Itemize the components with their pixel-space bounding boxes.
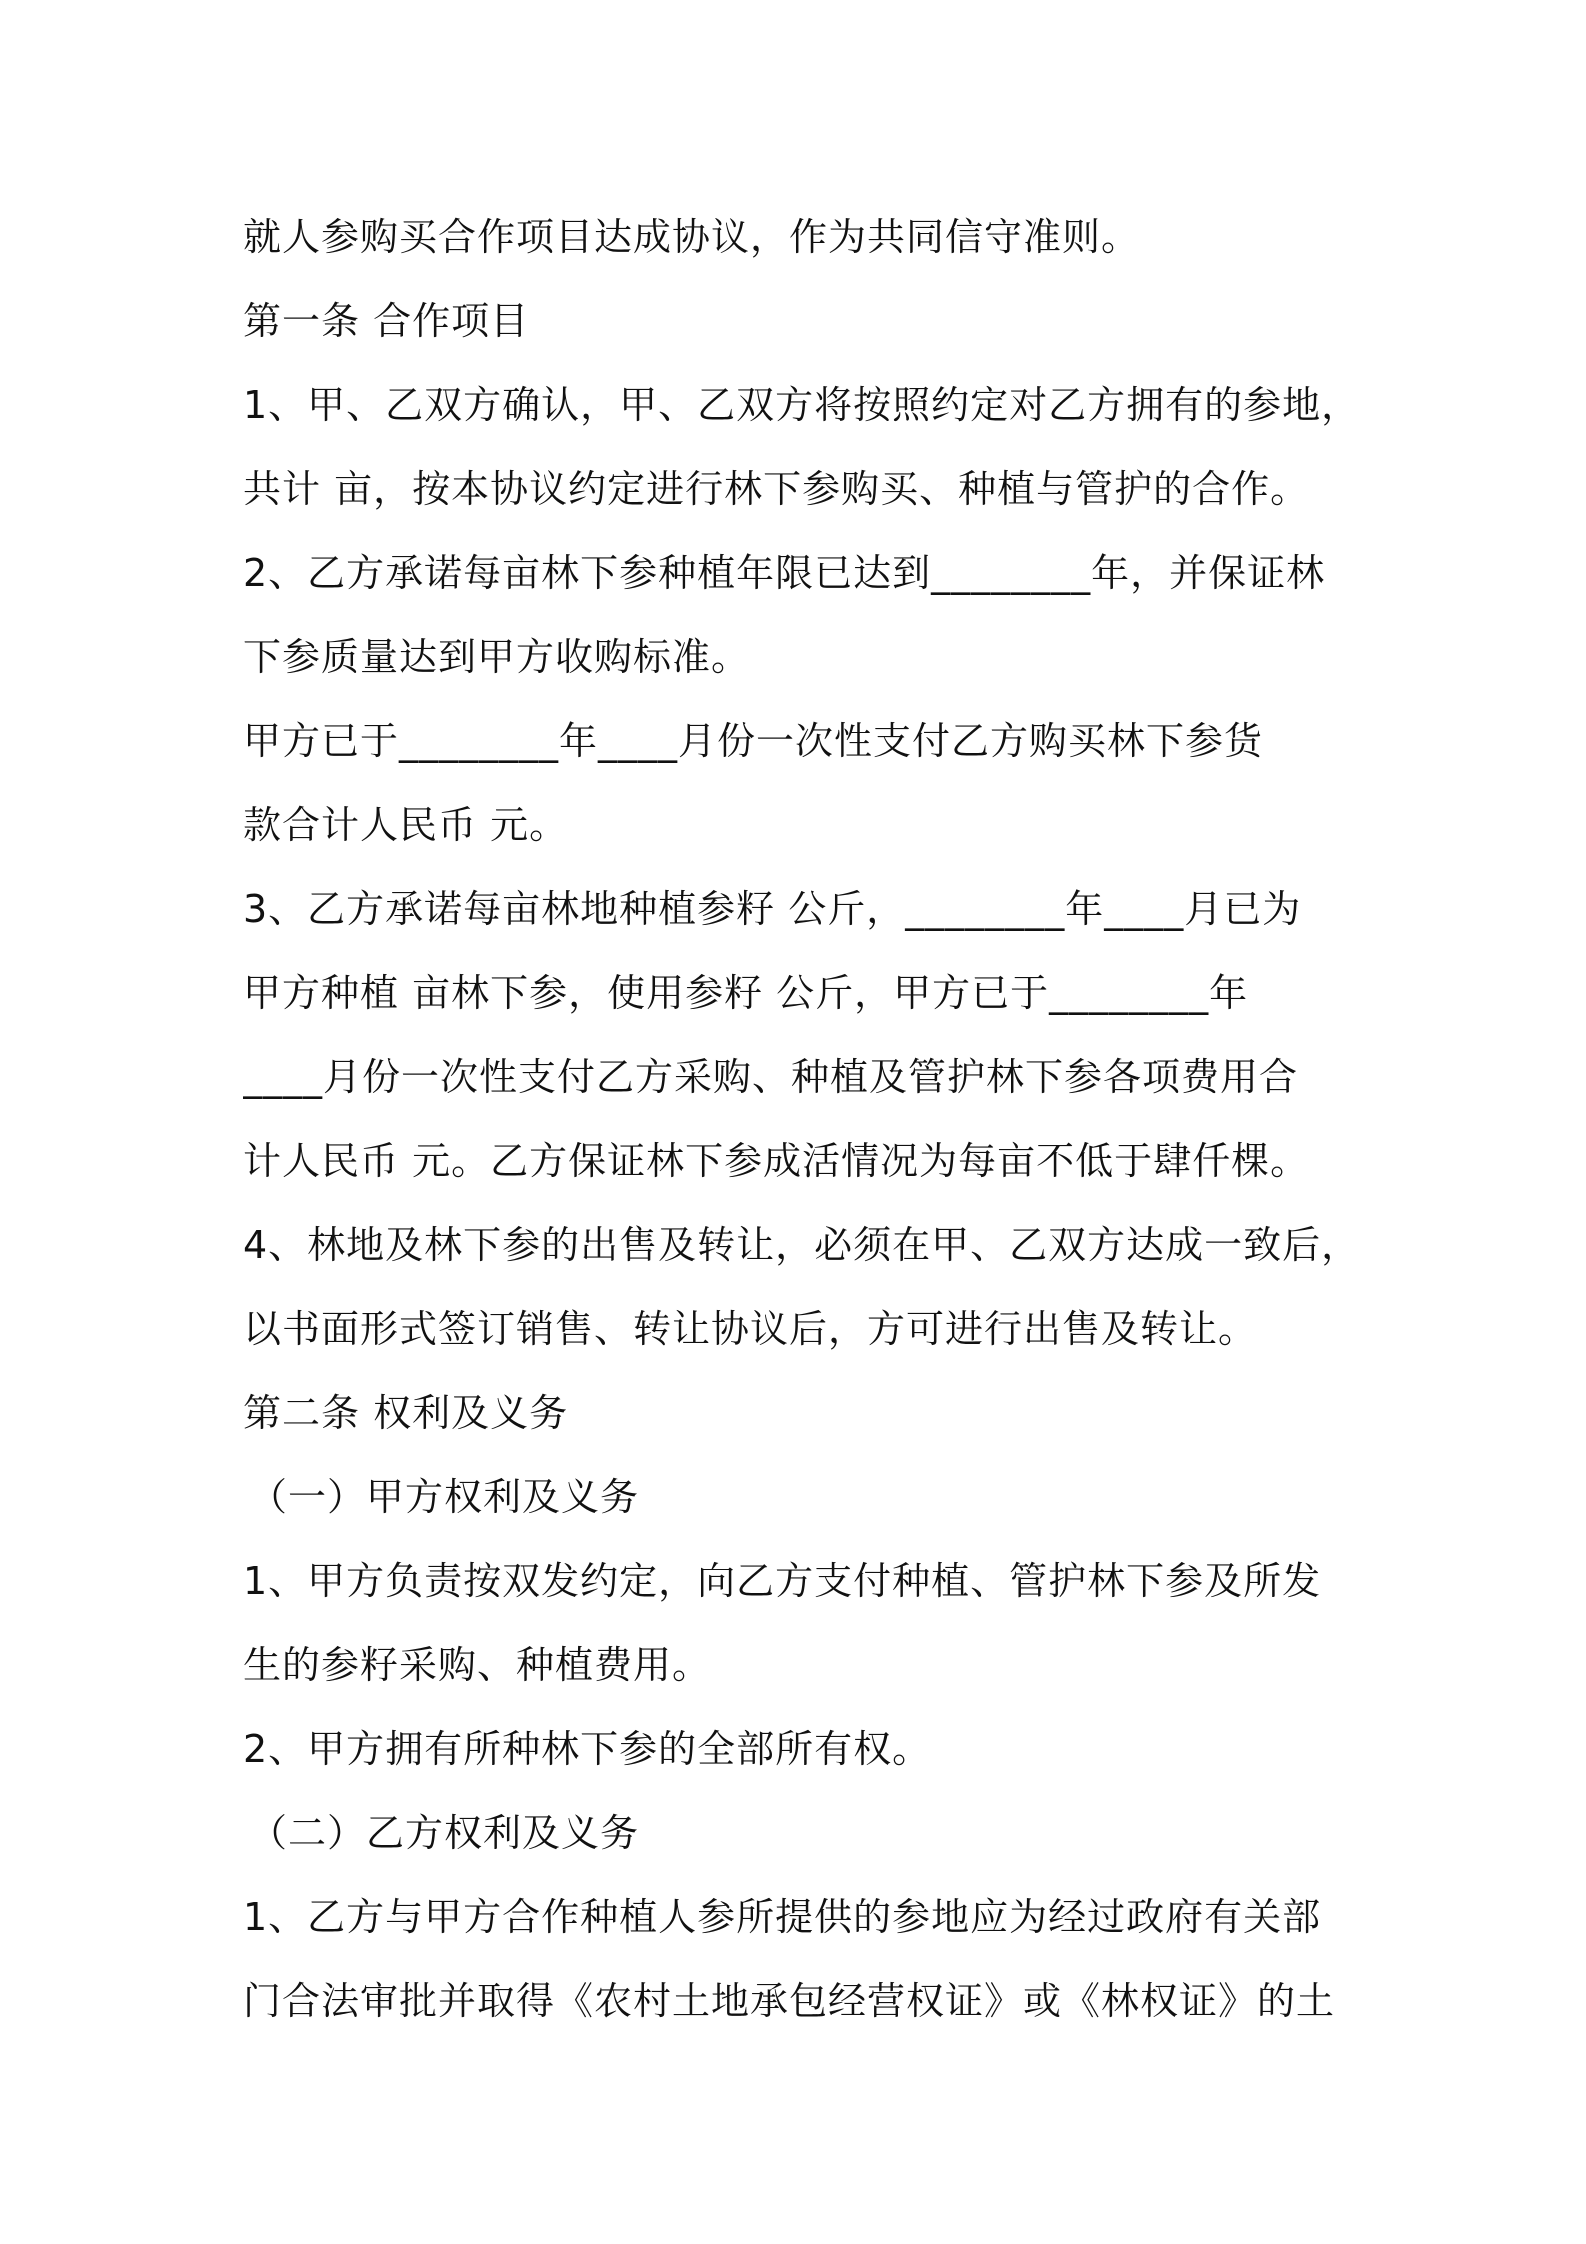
text-line-8: 款合计人民币 元。 (243, 803, 569, 847)
text-line-19: 2、甲方拥有所种林下参的全部所有权。 (243, 1727, 932, 1771)
text-line-11: ____月份一次性支付乙方采购、种植及管护林下参各项费用合 (243, 1055, 1299, 1099)
text-line-1: 就人参购买合作项目达成协议，作为共同信守准则。 (243, 215, 1141, 259)
text-line-18: 生的参籽采购、种植费用。 (243, 1643, 712, 1687)
document-body (243, 195, 1363, 2043)
subsection-heading-2: （二）乙方权利及义务 (249, 1811, 640, 1855)
text-line-10: 甲方种植 亩林下参，使用参籽 公斤，甲方已于________年 (243, 971, 1249, 1015)
text-line-17: 1、甲方负责按双发约定，向乙方支付种植、管护林下参及所发 (243, 1559, 1322, 1603)
text-line-21: 1、乙方与甲方合作种植人参所提供的参地应为经过政府有关部 (243, 1895, 1322, 1939)
text-line-6: 下参质量达到甲方收购标准。 (243, 635, 751, 679)
section-heading-1: 第一条 合作项目 (243, 299, 530, 343)
section-heading-2: 第二条 权利及义务 (243, 1391, 569, 1435)
text-line-14: 以书面形式签订销售、转让协议后，方可进行出售及转让。 (243, 1307, 1258, 1351)
text-line-9: 3、乙方承诺每亩林地种植参籽 公斤，________年____月已为 (243, 887, 1302, 931)
text-line-4: 共计 亩，按本协议约定进行林下参购买、种植与管护的合作。 (243, 467, 1310, 511)
text-line-5: 2、乙方承诺每亩林下参种植年限已达到________年，并保证林 (243, 551, 1326, 595)
text-line-13: 4、林地及林下参的出售及转让，必须在甲、乙双方达成一致后， (243, 1223, 1361, 1267)
text-line-12: 计人民币 元。乙方保证林下参成活情况为每亩不低于肆仟棵。 (243, 1139, 1310, 1183)
text-line-3: 1、甲、乙双方确认，甲、乙双方将按照约定对乙方拥有的参地， (243, 383, 1361, 427)
text-line-22: 门合法审批并取得《农村土地承包经营权证》或《林权证》的土 (243, 1979, 1336, 2023)
subsection-heading-1: （一）甲方权利及义务 (249, 1475, 640, 1519)
text-line-7: 甲方已于________年____月份一次性支付乙方购买林下参货 (243, 719, 1264, 763)
